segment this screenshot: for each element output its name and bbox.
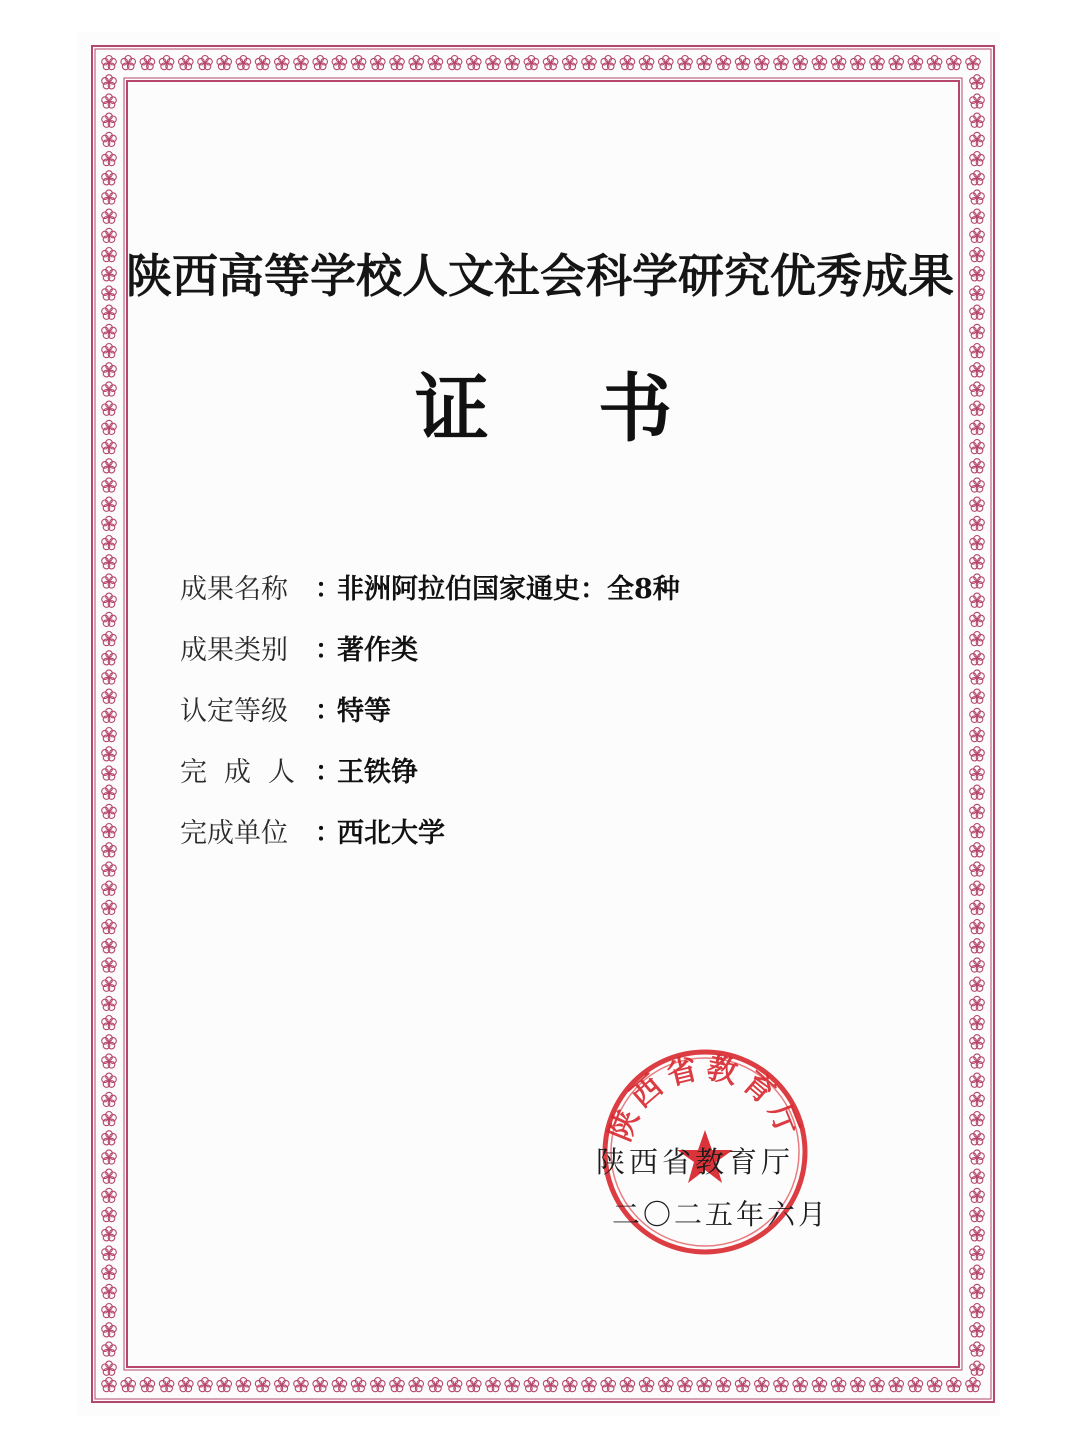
flower-icon (970, 1188, 985, 1202)
flower-icon (102, 862, 117, 876)
flower-icon (102, 574, 117, 588)
flower-icon (563, 56, 578, 70)
flower-icon (102, 1342, 117, 1356)
flower-icon (102, 94, 117, 108)
flower-icon (351, 56, 366, 70)
flower-icon (255, 56, 270, 70)
field-label: 完成单位 (180, 818, 288, 849)
flower-icon (102, 459, 117, 473)
flower-icon (102, 843, 117, 857)
issuer-name: 陕西省教育厅 (596, 1145, 795, 1179)
flower-icon (102, 920, 117, 934)
flower-icon (970, 1227, 985, 1241)
flower-icon (102, 171, 117, 185)
flower-icon (970, 324, 985, 338)
flower-icon (102, 1304, 117, 1318)
flower-icon (102, 1361, 117, 1375)
flower-icon (179, 1378, 194, 1392)
flower-icon (102, 1054, 117, 1068)
flower-icon (970, 1361, 985, 1375)
flower-icon (102, 113, 117, 127)
field-value: 西北大学 (337, 818, 445, 849)
flower-icon (102, 516, 117, 530)
flower-icon (970, 958, 985, 972)
flower-icon (970, 843, 985, 857)
flower-icon (927, 1378, 942, 1392)
flower-icon (102, 209, 117, 223)
flower-icon (908, 1378, 923, 1392)
flower-icon (294, 56, 309, 70)
flower-icon (236, 1378, 251, 1392)
flower-icon (970, 1265, 985, 1279)
flower-icon (793, 56, 808, 70)
flower-icon (851, 1378, 866, 1392)
flower-icon (970, 1246, 985, 1260)
flower-icon (970, 555, 985, 569)
field-row-category (180, 617, 800, 678)
flower-icon (659, 1378, 674, 1392)
flower-icon (102, 728, 117, 742)
flower-icon (947, 1378, 962, 1392)
flower-icon (970, 363, 985, 377)
flower-icon (102, 497, 117, 511)
flower-icon (697, 56, 712, 70)
flower-icon (970, 804, 985, 818)
flower-icon (102, 1112, 117, 1126)
flower-icon (102, 1035, 117, 1049)
flower-icon (970, 497, 985, 511)
flower-icon (447, 1378, 462, 1392)
flower-icon (970, 382, 985, 396)
flower-icon (102, 1092, 117, 1106)
flower-icon (970, 1092, 985, 1106)
flower-icon (620, 56, 635, 70)
flower-icon (563, 1378, 578, 1392)
field-value: 王铁铮 (337, 757, 418, 788)
flower-icon (486, 1378, 501, 1392)
flower-icon (970, 728, 985, 742)
flower-icon (966, 56, 981, 70)
flower-icon (102, 1265, 117, 1279)
flower-icon (970, 1208, 985, 1222)
flower-icon (217, 1378, 232, 1392)
flower-icon (970, 440, 985, 454)
certificate-heading-char-1: 证 (415, 366, 489, 452)
flower-icon (102, 785, 117, 799)
flower-icon (970, 939, 985, 953)
flower-icon (102, 420, 117, 434)
flower-icon (970, 459, 985, 473)
flower-icon (755, 56, 770, 70)
flower-icon (970, 1304, 985, 1318)
flower-icon (313, 1378, 328, 1392)
flower-icon (639, 56, 654, 70)
flower-icon (870, 1378, 885, 1392)
field-colon: ： (315, 635, 342, 665)
flower-icon (428, 1378, 443, 1392)
flower-icon (332, 1378, 347, 1392)
flower-icon (970, 152, 985, 166)
field-colon: ： (315, 574, 342, 604)
flower-icon (102, 555, 117, 569)
flower-icon (102, 75, 117, 89)
flower-icon (851, 56, 866, 70)
flower-icon (102, 766, 117, 780)
flower-icon (970, 113, 985, 127)
flower-icon (970, 708, 985, 722)
flower-icon (927, 56, 942, 70)
field-value: 特等 (337, 696, 391, 727)
flower-icon (371, 56, 386, 70)
flower-icon (970, 766, 985, 780)
flower-icon (524, 1378, 539, 1392)
flower-icon (102, 152, 117, 166)
flower-icon (102, 689, 117, 703)
field-label: 完成人 (180, 757, 312, 788)
flower-icon (102, 1016, 117, 1030)
flower-icon (716, 56, 731, 70)
field-label: 认定等级 (180, 696, 288, 727)
flower-icon (970, 94, 985, 108)
flower-icon (102, 996, 117, 1010)
flower-icon (793, 1378, 808, 1392)
flower-icon (236, 56, 251, 70)
flower-icon (102, 632, 117, 646)
flower-icon (102, 977, 117, 991)
flower-icon (467, 56, 482, 70)
flower-icon (970, 75, 985, 89)
flower-icon (970, 900, 985, 914)
flower-icon (970, 516, 985, 530)
flower-icon (774, 1378, 789, 1392)
flower-icon (970, 171, 985, 185)
flower-icon (486, 56, 501, 70)
flower-icon (970, 1131, 985, 1145)
flower-icon (620, 1378, 635, 1392)
flower-icon (102, 824, 117, 838)
certificate-heading-char-2: 书 (598, 366, 672, 452)
flower-icon (409, 1378, 424, 1392)
flower-icon (159, 56, 174, 70)
flower-icon (121, 1378, 136, 1392)
flower-icon (390, 1378, 405, 1392)
flower-icon (102, 670, 117, 684)
flower-icon (970, 478, 985, 492)
issue-date: 二〇二五年六月 (612, 1198, 830, 1231)
flower-icon (970, 1054, 985, 1068)
flower-icon (102, 1169, 117, 1183)
flower-icon (102, 478, 117, 492)
flower-icon (275, 1378, 290, 1392)
field-colon: ： (315, 696, 342, 726)
flower-icon (970, 670, 985, 684)
flower-icon (102, 747, 117, 761)
flower-icon (678, 1378, 693, 1392)
flower-icon (639, 1378, 654, 1392)
flower-icon (102, 305, 117, 319)
flower-icon (970, 1112, 985, 1126)
field-label: 成果类别 (180, 635, 288, 666)
flower-icon (970, 420, 985, 434)
flower-icon (198, 56, 213, 70)
flower-icon (678, 56, 693, 70)
flower-icon (601, 1378, 616, 1392)
certificate-fields (180, 556, 800, 861)
flower-icon (428, 56, 443, 70)
flower-icon (970, 977, 985, 991)
flower-icon (102, 190, 117, 204)
flower-icon (102, 344, 117, 358)
flower-icon (294, 1378, 309, 1392)
flower-icon (390, 56, 405, 70)
flower-icon (970, 612, 985, 626)
flower-icon (970, 651, 985, 665)
field-row-grade (180, 678, 800, 739)
flower-icon (102, 804, 117, 818)
field-row-achievement-name (180, 556, 800, 617)
flower-icon (198, 1378, 213, 1392)
flower-icon (970, 190, 985, 204)
flower-icon (831, 1378, 846, 1392)
flower-icon (970, 1323, 985, 1337)
flower-icon (313, 56, 328, 70)
flower-icon (970, 1169, 985, 1183)
flower-icon (102, 363, 117, 377)
flower-icon (831, 56, 846, 70)
flower-icon (102, 1073, 117, 1087)
flower-icon (102, 612, 117, 626)
flower-icon (735, 1378, 750, 1392)
flower-icon (332, 56, 347, 70)
flower-icon (102, 132, 117, 146)
flower-icon (102, 958, 117, 972)
flower-icon (970, 209, 985, 223)
certificate-title: 陕西高等学校人文社会科学研究优秀成果 (126, 249, 954, 303)
flower-icon (102, 1227, 117, 1241)
flower-icon (970, 881, 985, 895)
flower-icon (102, 1131, 117, 1145)
field-value: 非洲阿拉伯国家通史：全8种 (337, 574, 680, 605)
flower-icon (716, 1378, 731, 1392)
flower-icon (102, 900, 117, 914)
flower-icon (140, 1378, 155, 1392)
flower-icon (582, 1378, 597, 1392)
flower-icon (217, 56, 232, 70)
flower-icon (970, 574, 985, 588)
field-value: 著作类 (337, 635, 418, 666)
flower-icon (505, 56, 520, 70)
flower-icon (970, 1035, 985, 1049)
flower-icon (970, 344, 985, 358)
flower-icon (966, 1378, 981, 1392)
flower-icon (970, 689, 985, 703)
flower-icon (870, 56, 885, 70)
flower-icon (970, 1342, 985, 1356)
flower-icon (102, 1378, 117, 1392)
flower-icon (121, 56, 136, 70)
flower-icon (102, 708, 117, 722)
flower-icon (970, 920, 985, 934)
flower-icon (102, 1246, 117, 1260)
flower-icon (102, 1284, 117, 1298)
flower-icon (970, 824, 985, 838)
flower-icon (275, 56, 290, 70)
flower-icon (102, 536, 117, 550)
flower-icon (505, 1378, 520, 1392)
flower-icon (970, 536, 985, 550)
flower-icon (970, 1016, 985, 1030)
flower-icon (102, 1323, 117, 1337)
flower-icon (889, 56, 904, 70)
field-colon: ： (315, 818, 342, 848)
seal-text: 陕西省教育厅 (602, 1050, 808, 1146)
flower-icon (697, 1378, 712, 1392)
flower-icon (970, 785, 985, 799)
flower-icon (467, 1378, 482, 1392)
flower-icon (970, 1284, 985, 1298)
flower-icon (755, 1378, 770, 1392)
flower-icon (447, 56, 462, 70)
flower-icon (351, 1378, 366, 1392)
flower-icon (659, 56, 674, 70)
flower-icon (970, 862, 985, 876)
flower-icon (102, 440, 117, 454)
flower-icon (102, 593, 117, 607)
flower-icon (102, 881, 117, 895)
flower-icon (102, 1150, 117, 1164)
field-row-institution (180, 800, 800, 861)
flower-icon (102, 1208, 117, 1222)
flower-icon (601, 56, 616, 70)
flower-icon (524, 56, 539, 70)
flower-icon (970, 747, 985, 761)
flower-icon (159, 1378, 174, 1392)
flower-icon (812, 1378, 827, 1392)
flower-icon (102, 939, 117, 953)
flower-icon (102, 651, 117, 665)
flower-icon (255, 1378, 270, 1392)
flower-icon (102, 56, 117, 70)
flower-icon (908, 56, 923, 70)
flower-icon (970, 632, 985, 646)
field-label: 成果名称 (180, 574, 288, 605)
flower-icon (735, 56, 750, 70)
flower-icon (970, 996, 985, 1010)
flower-icon (812, 56, 827, 70)
flower-icon (179, 56, 194, 70)
flower-icon (947, 56, 962, 70)
flower-icon (970, 1073, 985, 1087)
field-colon: ： (315, 757, 342, 787)
flower-icon (970, 1150, 985, 1164)
field-row-author (180, 739, 800, 800)
flower-icon (371, 1378, 386, 1392)
flower-icon (409, 56, 424, 70)
flower-icon (102, 382, 117, 396)
flower-icon (582, 56, 597, 70)
flower-icon (774, 56, 789, 70)
flower-icon (970, 305, 985, 319)
flower-icon (140, 56, 155, 70)
flower-icon (102, 401, 117, 415)
flower-icon (543, 56, 558, 70)
flower-icon (102, 324, 117, 338)
flower-icon (102, 1188, 117, 1202)
flower-icon (889, 1378, 904, 1392)
flower-icon (543, 1378, 558, 1392)
flower-icon (970, 132, 985, 146)
flower-icon (970, 593, 985, 607)
flower-icon (970, 401, 985, 415)
